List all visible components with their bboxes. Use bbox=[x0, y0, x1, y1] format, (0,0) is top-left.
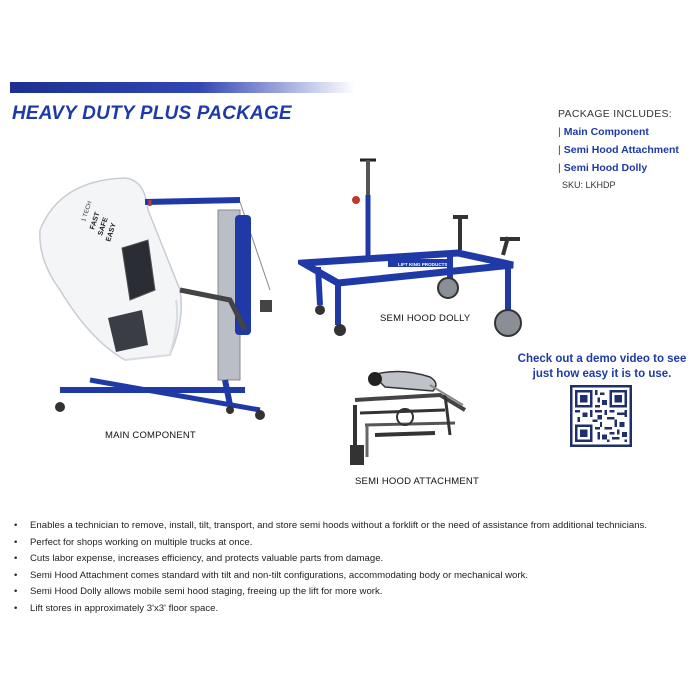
qr-code-icon[interactable] bbox=[570, 385, 632, 447]
semi-hood-attachment-image bbox=[345, 365, 475, 473]
list-item: • Enables a technician to remove, install, tilt, transport, and store semi hoods without a forklift or the need of assistance from additional technicians. bbox=[14, 520, 694, 531]
sku-text: SKU: LKHDP bbox=[562, 180, 616, 190]
demo-video-callout: Check out a demo video to see just how easy it is to use. bbox=[517, 353, 687, 380]
list-item: • Semi Hood Dolly allows mobile semi hood staging, freeing up the lift for more work. bbox=[14, 586, 694, 597]
page-title: HEAVY DUTY PLUS PACKAGE bbox=[12, 103, 292, 124]
list-item: • Perfect for shops working on multiple trucks at once. bbox=[14, 537, 694, 548]
package-item-semi-hood-attachment bbox=[558, 144, 679, 156]
list-item: • Semi Hood Attachment comes standard with tilt and non-tilt configurations, accommodating body or mechanical work. bbox=[14, 570, 694, 581]
package-heading: PACKAGE INCLUDES: bbox=[558, 108, 673, 120]
separator: | bbox=[558, 126, 561, 138]
package-item-label: Semi Hood Dolly bbox=[563, 162, 648, 174]
package-item-semi-hood-dolly bbox=[558, 162, 679, 174]
separator: | bbox=[558, 162, 561, 174]
list-item: • Cuts labor expense, increases efficiency, and protects valuable parts from damage. bbox=[14, 553, 694, 564]
dolly-brand-text: LIFT KING PRODUCTS bbox=[398, 262, 448, 267]
separator: | bbox=[558, 144, 561, 156]
hood-text: SAFE bbox=[97, 216, 110, 237]
main-component-image bbox=[30, 170, 290, 420]
feature-list bbox=[14, 520, 694, 620]
package-item-label: Main Component bbox=[563, 126, 649, 138]
package-includes bbox=[558, 108, 679, 190]
list-item: • Lift stores in approximately 3'x3' floor space. bbox=[14, 603, 694, 614]
hood-text: 1 TECH bbox=[81, 200, 94, 223]
header-accent-bar bbox=[10, 82, 355, 93]
main-component-label: MAIN COMPONENT bbox=[105, 430, 196, 441]
hood-text: EASY bbox=[105, 222, 118, 243]
semi-hood-dolly-label: SEMI HOOD DOLLY bbox=[380, 313, 471, 324]
package-item-main-component bbox=[558, 126, 679, 138]
semi-hood-attachment-label: SEMI HOOD ATTACHMENT bbox=[355, 476, 479, 487]
hood-text: FAST bbox=[89, 211, 102, 231]
package-item-label: Semi Hood Attachment bbox=[563, 144, 679, 156]
